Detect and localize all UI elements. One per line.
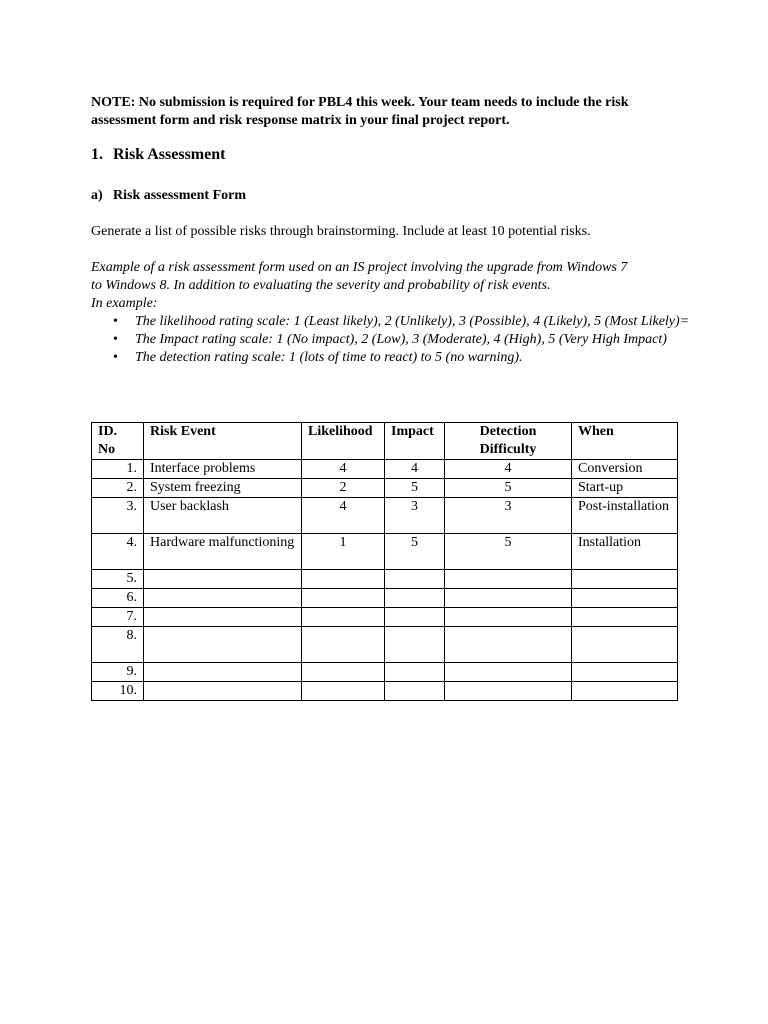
- when-cell: [572, 570, 678, 589]
- risk-event-cell: [144, 682, 302, 701]
- bullet-icon: •: [113, 332, 118, 347]
- row-id-cell: 6.: [92, 589, 144, 608]
- table-row: [92, 498, 678, 534]
- detection-cell: [445, 682, 572, 701]
- subsection-number: a): [91, 188, 103, 203]
- impact-cell: 5: [385, 479, 445, 498]
- table-row: [92, 460, 678, 479]
- list-item: [91, 313, 691, 331]
- table-row: [92, 682, 678, 701]
- risk-event-cell: [144, 608, 302, 627]
- column-header-impact: Impact: [385, 423, 445, 460]
- when-cell: [572, 663, 678, 682]
- row-id-cell: 5.: [92, 570, 144, 589]
- example-line: to Windows 8. In addition to evaluating the severity and probability of risk events.: [91, 278, 551, 293]
- row-id-cell: 9.: [92, 663, 144, 682]
- detection-cell: [445, 608, 572, 627]
- impact-cell: [385, 682, 445, 701]
- likelihood-cell: [302, 589, 385, 608]
- list-item-text: The detection rating scale: 1 (lots of time to react) to 5 (no warning).: [135, 350, 523, 365]
- table-row: [92, 479, 678, 498]
- column-header-id: ID. No: [92, 423, 144, 460]
- list-item: [91, 331, 691, 349]
- risk-event-cell: User backlash: [144, 498, 302, 534]
- row-id-cell: 8.: [92, 627, 144, 663]
- risk-event-cell: [144, 663, 302, 682]
- impact-cell: [385, 663, 445, 682]
- risk-event-cell: [144, 627, 302, 663]
- impact-cell: [385, 570, 445, 589]
- subsection-title: Risk assessment Form: [113, 188, 246, 203]
- table-row: [92, 627, 678, 663]
- column-header-detection: Detection Difficulty: [445, 423, 572, 460]
- table-row: [92, 570, 678, 589]
- section-number: 1.: [91, 146, 103, 163]
- row-id-cell: 10.: [92, 682, 144, 701]
- when-cell: [572, 682, 678, 701]
- section-title: Risk Assessment: [113, 146, 226, 163]
- detection-cell: [445, 570, 572, 589]
- when-cell: [572, 589, 678, 608]
- row-id-cell: 2.: [92, 479, 144, 498]
- detection-cell: 5: [445, 534, 572, 570]
- when-cell: Post-installation: [572, 498, 678, 534]
- section-heading: [91, 146, 225, 164]
- when-cell: [572, 608, 678, 627]
- likelihood-cell: [302, 570, 385, 589]
- likelihood-cell: 4: [302, 460, 385, 479]
- row-id-cell: 1.: [92, 460, 144, 479]
- column-header-when: When: [572, 423, 678, 460]
- detection-cell: 4: [445, 460, 572, 479]
- detection-cell: [445, 627, 572, 663]
- impact-cell: [385, 589, 445, 608]
- list-item-text: The Impact rating scale: 1 (No impact), 2 (Low), 3 (Moderate), 4 (High), 5 (Very High Impact): [135, 332, 667, 347]
- risk-event-cell: [144, 570, 302, 589]
- impact-cell: 4: [385, 460, 445, 479]
- impact-cell: 3: [385, 498, 445, 534]
- when-cell: Conversion: [572, 460, 678, 479]
- list-item: [91, 349, 691, 367]
- detection-cell: 3: [445, 498, 572, 534]
- row-id-cell: 4.: [92, 534, 144, 570]
- likelihood-cell: 4: [302, 498, 385, 534]
- when-cell: [572, 627, 678, 663]
- when-cell: Installation: [572, 534, 678, 570]
- likelihood-cell: [302, 663, 385, 682]
- when-cell: Start-up: [572, 479, 678, 498]
- subsection-heading: [91, 187, 246, 205]
- table-row: [92, 663, 678, 682]
- column-header-risk-event: Risk Event: [144, 423, 302, 460]
- likelihood-cell: 2: [302, 479, 385, 498]
- table-row: [92, 589, 678, 608]
- detection-cell: [445, 663, 572, 682]
- impact-cell: 5: [385, 534, 445, 570]
- example-line: In example:: [91, 296, 158, 311]
- example-paragraph: [91, 259, 691, 313]
- intro-paragraph: Generate a list of possible risks through brainstorming. Include at least 10 potential risks.: [91, 224, 591, 239]
- impact-cell: [385, 608, 445, 627]
- risk-event-cell: Hardware malfunctioning: [144, 534, 302, 570]
- likelihood-cell: [302, 627, 385, 663]
- row-id-cell: 3.: [92, 498, 144, 534]
- table-row: [92, 534, 678, 570]
- impact-cell: [385, 627, 445, 663]
- likelihood-cell: 1: [302, 534, 385, 570]
- column-header-likelihood: Likelihood: [302, 423, 385, 460]
- table-header-row: [92, 423, 678, 460]
- table-row: [92, 608, 678, 627]
- table-body: [92, 460, 678, 701]
- likelihood-cell: [302, 608, 385, 627]
- detection-cell: 5: [445, 479, 572, 498]
- risk-event-cell: [144, 589, 302, 608]
- row-id-cell: 7.: [92, 608, 144, 627]
- submission-note: NOTE: No submission is required for PBL4 this week. Your team needs to include the risk assessment form and risk response matrix in your final project report.: [91, 95, 629, 128]
- likelihood-cell: [302, 682, 385, 701]
- risk-assessment-table: [91, 422, 678, 701]
- risk-event-cell: System freezing: [144, 479, 302, 498]
- rating-scale-list: [91, 313, 691, 367]
- detection-cell: [445, 589, 572, 608]
- risk-event-cell: Interface problems: [144, 460, 302, 479]
- bullet-icon: •: [113, 350, 118, 365]
- list-item-text: The likelihood rating scale: 1 (Least likely), 2 (Unlikely), 3 (Possible), 4 (Likely), 5 (Most Likely)=: [135, 314, 690, 329]
- example-line: Example of a risk assessment form used on an IS project involving the upgrade from Windows 7: [91, 260, 628, 275]
- bullet-icon: •: [113, 314, 118, 329]
